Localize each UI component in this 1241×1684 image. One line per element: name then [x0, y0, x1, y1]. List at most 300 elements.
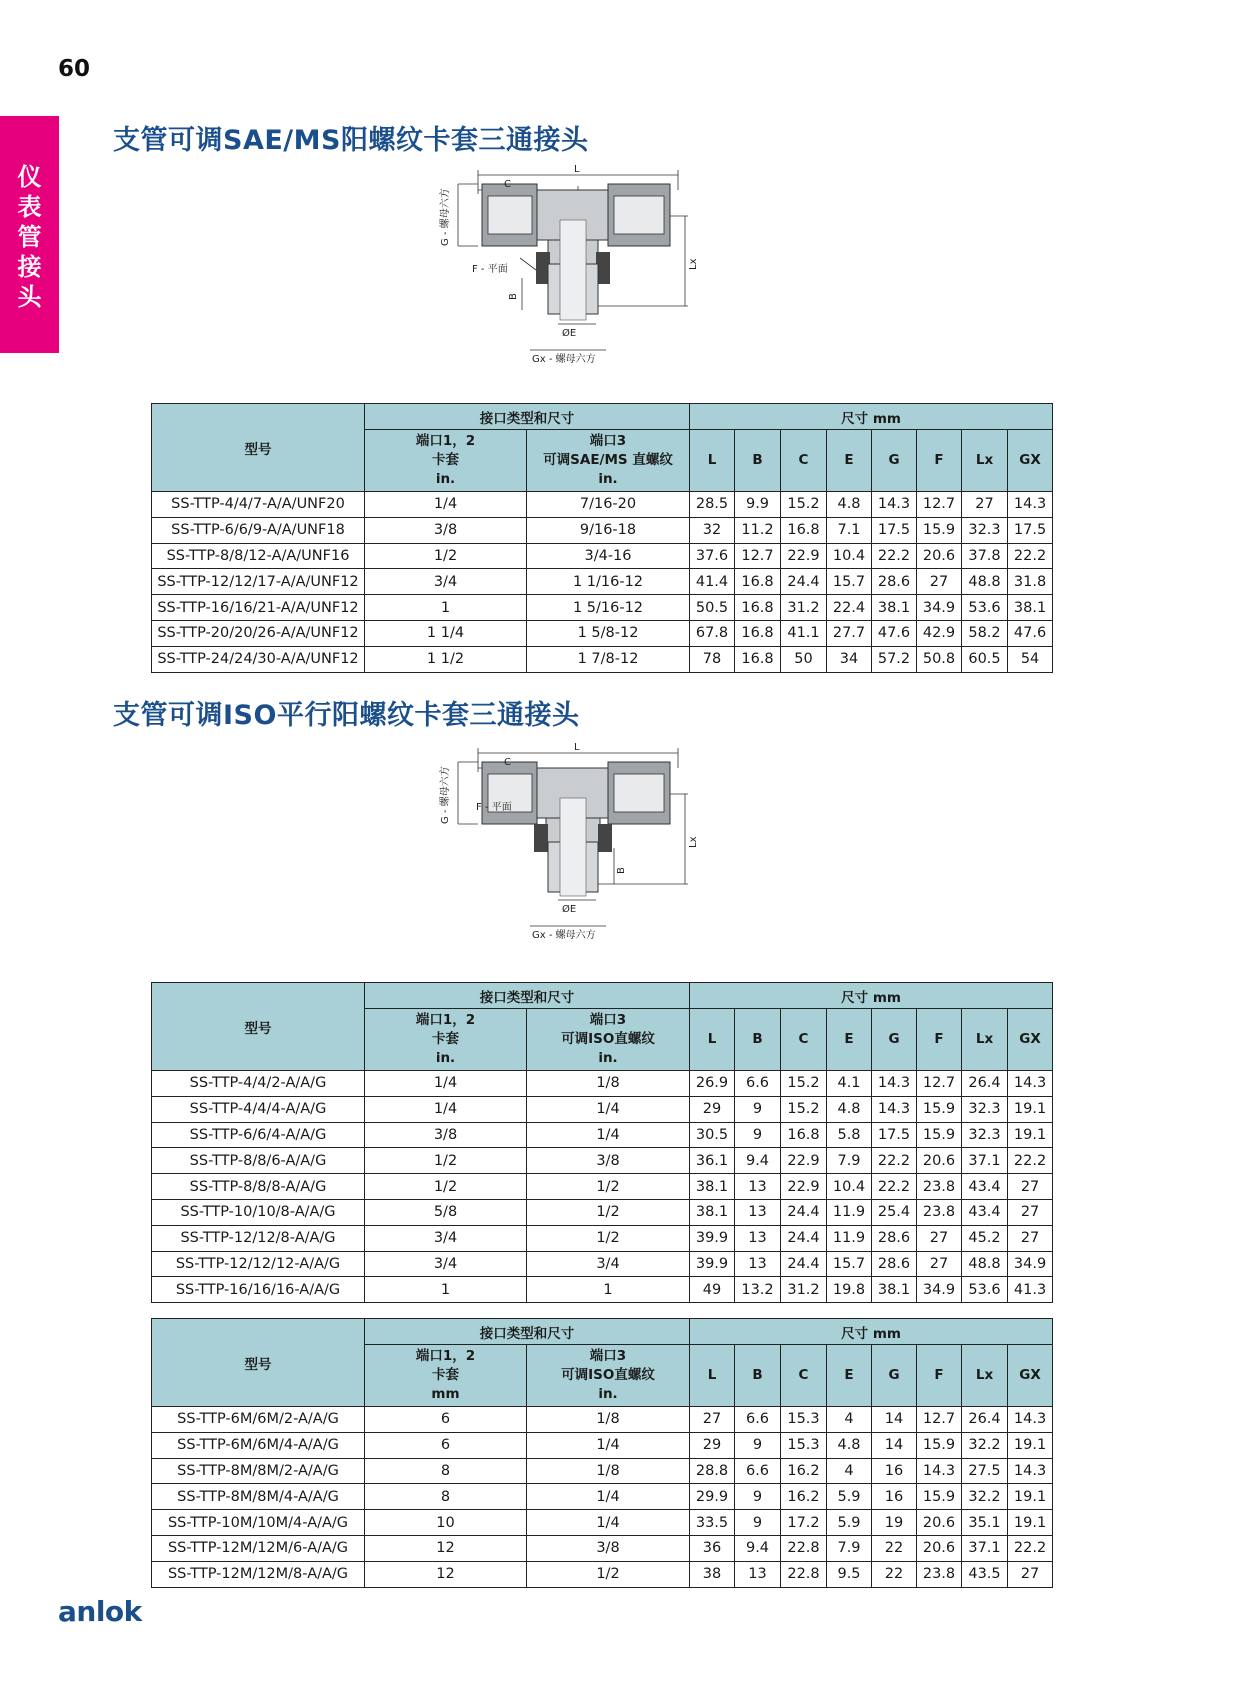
value-cell: 20.6 — [917, 1510, 962, 1536]
tee-fitting-diagram-iso — [440, 738, 738, 968]
value-cell: 22.4 — [827, 595, 872, 621]
value-cell: 15.9 — [917, 1096, 962, 1122]
value-cell: 1/2 — [365, 1174, 527, 1200]
table-row — [152, 1251, 1053, 1277]
value-cell: 11.9 — [827, 1199, 872, 1225]
value-cell: 15.9 — [917, 1484, 962, 1510]
spec-table-sae — [151, 403, 1053, 673]
value-cell: 9.9 — [735, 492, 781, 518]
value-cell: 12.7 — [917, 1071, 962, 1097]
col-dim: GX — [1008, 1009, 1053, 1071]
value-cell: 16 — [872, 1458, 917, 1484]
table-body — [152, 1071, 1053, 1303]
col-dim: G — [872, 430, 917, 492]
value-cell: 15.7 — [827, 569, 872, 595]
col-port3: 端口3 可调SAE/MS 直螺纹 in. — [527, 430, 690, 492]
value-cell: 1/4 — [365, 1071, 527, 1097]
value-cell: 1/4 — [527, 1484, 690, 1510]
value-cell: 16.8 — [781, 1122, 827, 1148]
value-cell: 22.8 — [781, 1561, 827, 1587]
table-row — [152, 646, 1053, 672]
value-cell: 19 — [872, 1510, 917, 1536]
table-row — [152, 595, 1053, 621]
value-cell: 14.3 — [1008, 1458, 1053, 1484]
model-cell: SS-TTP-20/20/26-A/A/UNF12 — [152, 620, 365, 646]
value-cell: 39.9 — [690, 1251, 735, 1277]
col-dim: Lx — [962, 1009, 1008, 1071]
value-cell: 32.2 — [962, 1432, 1008, 1458]
value-cell: 22 — [872, 1535, 917, 1561]
col-dim: E — [827, 1345, 872, 1407]
value-cell: 34.9 — [917, 595, 962, 621]
value-cell: 1/4 — [365, 492, 527, 518]
value-cell: 16.2 — [781, 1484, 827, 1510]
col-model-header: 型号 — [152, 1319, 365, 1407]
value-cell: 20.6 — [917, 1148, 962, 1174]
value-cell: 58.2 — [962, 620, 1008, 646]
col-dim: B — [735, 1345, 781, 1407]
value-cell: 13 — [735, 1225, 781, 1251]
value-cell: 20.6 — [917, 1535, 962, 1561]
value-cell: 22.2 — [872, 1148, 917, 1174]
col-dim: G — [872, 1009, 917, 1071]
value-cell: 27 — [917, 569, 962, 595]
label-G: G - 螺母六方 — [440, 766, 451, 824]
value-cell: 1/4 — [527, 1432, 690, 1458]
value-cell: 4.1 — [827, 1071, 872, 1097]
value-cell: 60.5 — [962, 646, 1008, 672]
value-cell: 29 — [690, 1432, 735, 1458]
value-cell: 14 — [872, 1407, 917, 1433]
side-tab-char: 表 — [17, 192, 42, 221]
value-cell: 9.5 — [827, 1561, 872, 1587]
label-B: B — [616, 867, 627, 874]
side-tab-char: 头 — [17, 282, 42, 311]
value-cell: 19.1 — [1008, 1096, 1053, 1122]
value-cell: 19.1 — [1008, 1432, 1053, 1458]
value-cell: 10.4 — [827, 1174, 872, 1200]
value-cell: 28.8 — [690, 1458, 735, 1484]
value-cell: 34.9 — [1008, 1251, 1053, 1277]
value-cell: 5.9 — [827, 1484, 872, 1510]
table-row — [152, 1484, 1053, 1510]
value-cell: 12.7 — [735, 543, 781, 569]
value-cell: 5.9 — [827, 1510, 872, 1536]
table-row — [152, 569, 1053, 595]
label-F: F - 平面 — [472, 264, 508, 275]
value-cell: 1 5/16-12 — [527, 595, 690, 621]
col-dim: Lx — [962, 430, 1008, 492]
col-dim: GX — [1008, 1345, 1053, 1407]
col-dim: L — [690, 1345, 735, 1407]
value-cell: 1/8 — [527, 1458, 690, 1484]
table-row — [152, 517, 1053, 543]
model-cell: SS-TTP-6M/6M/2-A/A/G — [152, 1407, 365, 1433]
value-cell: 10 — [365, 1510, 527, 1536]
value-cell: 8 — [365, 1484, 527, 1510]
value-cell: 1 1/16-12 — [527, 569, 690, 595]
value-cell: 48.8 — [962, 569, 1008, 595]
value-cell: 19.1 — [1008, 1484, 1053, 1510]
value-cell: 38.1 — [690, 1199, 735, 1225]
col-dim: Lx — [962, 1345, 1008, 1407]
value-cell: 14.3 — [1008, 492, 1053, 518]
value-cell: 10.4 — [827, 543, 872, 569]
section-title-sae: 支管可调SAE/MS阳螺纹卡套三通接头 — [113, 125, 589, 156]
value-cell: 1/8 — [527, 1407, 690, 1433]
col-dim: E — [827, 1009, 872, 1071]
model-cell: SS-TTP-8/8/12-A/A/UNF16 — [152, 543, 365, 569]
value-cell: 37.8 — [962, 543, 1008, 569]
table-row — [152, 1148, 1053, 1174]
model-cell: SS-TTP-4/4/2-A/A/G — [152, 1071, 365, 1097]
value-cell: 4.8 — [827, 492, 872, 518]
value-cell: 1/4 — [527, 1510, 690, 1536]
table-row — [152, 1071, 1053, 1097]
col-dim: GX — [1008, 430, 1053, 492]
value-cell: 9/16-18 — [527, 517, 690, 543]
value-cell: 17.5 — [872, 1122, 917, 1148]
table-row — [152, 1174, 1053, 1200]
col-dim: F — [917, 1009, 962, 1071]
value-cell: 7.9 — [827, 1535, 872, 1561]
model-cell: SS-TTP-12/12/8-A/A/G — [152, 1225, 365, 1251]
value-cell: 27 — [1008, 1174, 1053, 1200]
value-cell: 37.1 — [962, 1535, 1008, 1561]
value-cell: 15.9 — [917, 1122, 962, 1148]
label-Lx: Lx — [688, 258, 699, 270]
value-cell: 1/4 — [527, 1122, 690, 1148]
model-cell: SS-TTP-16/16/21-A/A/UNF12 — [152, 595, 365, 621]
value-cell: 31.2 — [781, 1277, 827, 1303]
value-cell: 43.5 — [962, 1561, 1008, 1587]
value-cell: 53.6 — [962, 1277, 1008, 1303]
brand-logo: anlok — [58, 1595, 142, 1628]
model-cell: SS-TTP-8M/8M/4-A/A/G — [152, 1484, 365, 1510]
table-body — [152, 492, 1053, 673]
value-cell: 19.8 — [827, 1277, 872, 1303]
value-cell: 27.5 — [962, 1458, 1008, 1484]
value-cell: 67.8 — [690, 620, 735, 646]
label-Gx: Gx - 螺母六方 — [532, 354, 596, 365]
value-cell: 7.1 — [827, 517, 872, 543]
model-cell: SS-TTP-12/12/12-A/A/G — [152, 1251, 365, 1277]
value-cell: 20.6 — [917, 543, 962, 569]
value-cell: 17.2 — [781, 1510, 827, 1536]
value-cell: 48.8 — [962, 1251, 1008, 1277]
value-cell: 1/4 — [365, 1096, 527, 1122]
table-row — [152, 1407, 1053, 1433]
value-cell: 1 7/8-12 — [527, 646, 690, 672]
value-cell: 1/2 — [365, 1148, 527, 1174]
value-cell: 4.8 — [827, 1432, 872, 1458]
col-model-header: 型号 — [152, 404, 365, 492]
value-cell: 36 — [690, 1535, 735, 1561]
model-cell: SS-TTP-10/10/8-A/A/G — [152, 1199, 365, 1225]
value-cell: 32.3 — [962, 1096, 1008, 1122]
value-cell: 24.4 — [781, 1251, 827, 1277]
label-L: L — [574, 742, 580, 753]
side-tab-char: 管 — [17, 222, 42, 251]
value-cell: 1/2 — [527, 1225, 690, 1251]
value-cell: 24.4 — [781, 1225, 827, 1251]
value-cell: 16.2 — [781, 1458, 827, 1484]
model-cell: SS-TTP-12/12/17-A/A/UNF12 — [152, 569, 365, 595]
value-cell: 1 — [365, 1277, 527, 1303]
value-cell: 14.3 — [917, 1458, 962, 1484]
value-cell: 53.6 — [962, 595, 1008, 621]
value-cell: 7/16-20 — [527, 492, 690, 518]
value-cell: 1/2 — [527, 1199, 690, 1225]
col-dim: B — [735, 1009, 781, 1071]
value-cell: 26.9 — [690, 1071, 735, 1097]
value-cell: 9 — [735, 1432, 781, 1458]
label-E: ØE — [562, 328, 577, 339]
tee-fitting-diagram-sae — [440, 160, 738, 396]
value-cell: 3/8 — [527, 1148, 690, 1174]
label-C: C — [504, 757, 511, 768]
table-row — [152, 1225, 1053, 1251]
value-cell: 1 5/8-12 — [527, 620, 690, 646]
value-cell: 8 — [365, 1458, 527, 1484]
value-cell: 9.4 — [735, 1148, 781, 1174]
value-cell: 9 — [735, 1122, 781, 1148]
value-cell: 27 — [690, 1407, 735, 1433]
value-cell: 31.8 — [1008, 569, 1053, 595]
value-cell: 4 — [827, 1458, 872, 1484]
value-cell: 16 — [872, 1484, 917, 1510]
value-cell: 14.3 — [872, 1071, 917, 1097]
value-cell: 47.6 — [1008, 620, 1053, 646]
table-row — [152, 1535, 1053, 1561]
value-cell: 1/4 — [527, 1096, 690, 1122]
value-cell: 16.8 — [781, 517, 827, 543]
value-cell: 13 — [735, 1561, 781, 1587]
label-G: G - 螺母六方 — [440, 188, 451, 246]
value-cell: 50 — [781, 646, 827, 672]
value-cell: 1/2 — [527, 1174, 690, 1200]
value-cell: 39.9 — [690, 1225, 735, 1251]
page-number: 60 — [58, 56, 91, 82]
value-cell: 47.6 — [872, 620, 917, 646]
value-cell: 27 — [1008, 1561, 1053, 1587]
value-cell: 15.9 — [917, 517, 962, 543]
col-dim: F — [917, 430, 962, 492]
value-cell: 78 — [690, 646, 735, 672]
model-cell: SS-TTP-8/8/6-A/A/G — [152, 1148, 365, 1174]
value-cell: 1 — [527, 1277, 690, 1303]
value-cell: 27 — [1008, 1199, 1053, 1225]
col-group-dims: 尺寸 mm — [690, 983, 1053, 1009]
value-cell: 16.8 — [735, 646, 781, 672]
value-cell: 6.6 — [735, 1071, 781, 1097]
value-cell: 23.8 — [917, 1199, 962, 1225]
value-cell: 1/8 — [527, 1071, 690, 1097]
value-cell: 1 1/4 — [365, 620, 527, 646]
value-cell: 3/4 — [527, 1251, 690, 1277]
model-cell: SS-TTP-6/6/9-A/A/UNF18 — [152, 517, 365, 543]
model-cell: SS-TTP-24/24/30-A/A/UNF12 — [152, 646, 365, 672]
col-group-ports: 接口类型和尺寸 — [365, 1319, 690, 1345]
value-cell: 22 — [872, 1561, 917, 1587]
value-cell: 13 — [735, 1199, 781, 1225]
value-cell: 25.4 — [872, 1199, 917, 1225]
side-category-tab — [0, 116, 59, 353]
value-cell: 42.9 — [917, 620, 962, 646]
value-cell: 16.8 — [735, 620, 781, 646]
model-cell: SS-TTP-6/6/4-A/A/G — [152, 1122, 365, 1148]
col-dim: C — [781, 1009, 827, 1071]
value-cell: 17.5 — [1008, 517, 1053, 543]
value-cell: 11.9 — [827, 1225, 872, 1251]
value-cell: 27 — [962, 492, 1008, 518]
model-cell: SS-TTP-16/16/16-A/A/G — [152, 1277, 365, 1303]
col-dim: F — [917, 1345, 962, 1407]
value-cell: 29 — [690, 1096, 735, 1122]
table-row — [152, 1510, 1053, 1536]
value-cell: 17.5 — [872, 517, 917, 543]
value-cell: 26.4 — [962, 1071, 1008, 1097]
value-cell: 27 — [1008, 1225, 1053, 1251]
value-cell: 15.9 — [917, 1432, 962, 1458]
value-cell: 15.2 — [781, 1071, 827, 1097]
model-cell: SS-TTP-6M/6M/4-A/A/G — [152, 1432, 365, 1458]
col-port3: 端口3 可调ISO直螺纹 in. — [527, 1009, 690, 1071]
value-cell: 38 — [690, 1561, 735, 1587]
value-cell: 3/8 — [527, 1535, 690, 1561]
value-cell: 22.2 — [1008, 543, 1053, 569]
value-cell: 19.1 — [1008, 1510, 1053, 1536]
value-cell: 1/2 — [365, 543, 527, 569]
value-cell: 5/8 — [365, 1199, 527, 1225]
value-cell: 6 — [365, 1432, 527, 1458]
value-cell: 29.9 — [690, 1484, 735, 1510]
model-cell: SS-TTP-8M/8M/2-A/A/G — [152, 1458, 365, 1484]
value-cell: 7.9 — [827, 1148, 872, 1174]
value-cell: 3/4 — [365, 569, 527, 595]
value-cell: 12.7 — [917, 492, 962, 518]
value-cell: 4.8 — [827, 1096, 872, 1122]
value-cell: 11.2 — [735, 517, 781, 543]
value-cell: 9 — [735, 1096, 781, 1122]
value-cell: 1/2 — [527, 1561, 690, 1587]
value-cell: 49 — [690, 1277, 735, 1303]
section-title-iso: 支管可调ISO平行阳螺纹卡套三通接头 — [113, 700, 580, 731]
value-cell: 15.3 — [781, 1407, 827, 1433]
model-cell: SS-TTP-12M/12M/8-A/A/G — [152, 1561, 365, 1587]
col-port12: 端口1，2 卡套 in. — [365, 430, 527, 492]
value-cell: 14.3 — [1008, 1407, 1053, 1433]
value-cell: 16.8 — [735, 569, 781, 595]
value-cell: 32 — [690, 517, 735, 543]
col-port12: 端口1，2 卡套 in. — [365, 1009, 527, 1071]
value-cell: 15.3 — [781, 1432, 827, 1458]
table-row — [152, 492, 1053, 518]
table-row — [152, 1458, 1053, 1484]
value-cell: 14 — [872, 1432, 917, 1458]
value-cell: 22.8 — [781, 1535, 827, 1561]
value-cell: 13 — [735, 1174, 781, 1200]
value-cell: 32.3 — [962, 517, 1008, 543]
col-dim: C — [781, 430, 827, 492]
col-dim: E — [827, 430, 872, 492]
value-cell: 22.2 — [1008, 1535, 1053, 1561]
value-cell: 27.7 — [827, 620, 872, 646]
col-port3: 端口3 可调ISO直螺纹 in. — [527, 1345, 690, 1407]
value-cell: 35.1 — [962, 1510, 1008, 1536]
value-cell: 43.4 — [962, 1174, 1008, 1200]
value-cell: 13.2 — [735, 1277, 781, 1303]
table-row — [152, 1122, 1053, 1148]
value-cell: 27 — [917, 1251, 962, 1277]
value-cell: 28.6 — [872, 1225, 917, 1251]
value-cell: 32.2 — [962, 1484, 1008, 1510]
value-cell: 22.2 — [872, 543, 917, 569]
value-cell: 38.1 — [1008, 595, 1053, 621]
value-cell: 15.2 — [781, 1096, 827, 1122]
value-cell: 31.2 — [781, 595, 827, 621]
value-cell: 15.7 — [827, 1251, 872, 1277]
label-E: ØE — [562, 904, 577, 915]
table-row — [152, 1199, 1053, 1225]
value-cell: 22.9 — [781, 1148, 827, 1174]
value-cell: 41.3 — [1008, 1277, 1053, 1303]
value-cell: 41.4 — [690, 569, 735, 595]
value-cell: 22.2 — [1008, 1148, 1053, 1174]
value-cell: 38.1 — [872, 595, 917, 621]
value-cell: 38.1 — [872, 1277, 917, 1303]
col-model-header: 型号 — [152, 983, 365, 1071]
model-cell: SS-TTP-8/8/8-A/A/G — [152, 1174, 365, 1200]
value-cell: 27 — [917, 1225, 962, 1251]
value-cell: 43.4 — [962, 1199, 1008, 1225]
col-group-dims: 尺寸 mm — [690, 1319, 1053, 1345]
value-cell: 23.8 — [917, 1174, 962, 1200]
value-cell: 30.5 — [690, 1122, 735, 1148]
model-cell: SS-TTP-4/4/4-A/A/G — [152, 1096, 365, 1122]
side-tab-char: 接 — [17, 252, 42, 281]
value-cell: 9 — [735, 1484, 781, 1510]
table-row — [152, 1096, 1053, 1122]
col-dim: C — [781, 1345, 827, 1407]
value-cell: 22.9 — [781, 1174, 827, 1200]
value-cell: 14.3 — [1008, 1071, 1053, 1097]
col-dim: L — [690, 1009, 735, 1071]
table-row — [152, 1561, 1053, 1587]
label-F: F - 平面 — [476, 802, 512, 813]
value-cell: 12 — [365, 1561, 527, 1587]
value-cell: 4 — [827, 1407, 872, 1433]
table-row — [152, 1432, 1053, 1458]
value-cell: 1 — [365, 595, 527, 621]
value-cell: 45.2 — [962, 1225, 1008, 1251]
table-body — [152, 1407, 1053, 1588]
value-cell: 3/4-16 — [527, 543, 690, 569]
value-cell: 3/4 — [365, 1251, 527, 1277]
label-L: L — [574, 164, 580, 175]
table-row — [152, 620, 1053, 646]
value-cell: 6 — [365, 1407, 527, 1433]
table-row — [152, 1277, 1053, 1303]
value-cell: 12 — [365, 1535, 527, 1561]
col-group-dims: 尺寸 mm — [690, 404, 1053, 430]
spec-table-iso-inch — [151, 982, 1053, 1303]
label-B: B — [508, 293, 519, 300]
col-group-ports: 接口类型和尺寸 — [365, 404, 690, 430]
value-cell: 22.9 — [781, 543, 827, 569]
value-cell: 3/8 — [365, 1122, 527, 1148]
value-cell: 37.6 — [690, 543, 735, 569]
